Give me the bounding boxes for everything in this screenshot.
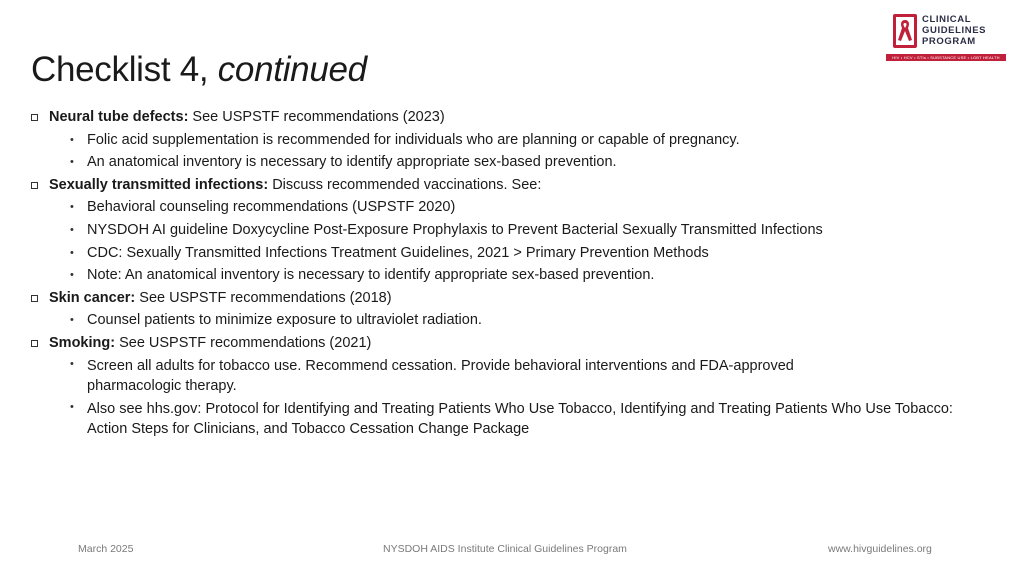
checklist-item-heading: Smoking: — [49, 334, 116, 351]
checklist-content — [30, 106, 990, 441]
bullet-icon: • — [70, 156, 74, 169]
bullet-icon: • — [70, 133, 74, 146]
slide-title — [31, 50, 367, 90]
checkbox-icon — [31, 182, 38, 189]
bullet-icon: • — [70, 269, 74, 282]
bullet-icon: • — [70, 246, 74, 259]
checklist-item-heading: Neural tube defects: — [49, 109, 189, 125]
bullet-item-text: An anatomical inventory is necessary to identify appropriate sex-based prevention. — [87, 154, 617, 171]
logo-line-1: CLINICAL — [922, 14, 972, 25]
logo-tagline-bar: HIV • HCV • STIs • SUBSTANCE USE • LGBT HEALTH — [886, 54, 1006, 61]
bullet-item — [30, 355, 857, 398]
checkbox-icon — [31, 114, 38, 121]
bullet-icon: • — [70, 357, 74, 370]
bullet-icon: • — [70, 314, 74, 327]
title-italic: continued — [217, 50, 367, 89]
checklist-item-text: See USPSTF recommendations (2021) — [115, 334, 372, 351]
bullet-item-text: CDC: Sexually Transmitted Infections Treatment Guidelines, 2021 > Primary Prevention Methods — [87, 244, 709, 261]
checklist-item — [30, 332, 990, 355]
footer-website: www.hivguidelines.org — [828, 543, 932, 555]
checkbox-icon — [31, 340, 38, 347]
bullet-item-text: Counsel patients to minimize exposure to ultraviolet radiation. — [87, 312, 482, 329]
bullet-icon: • — [70, 223, 74, 236]
checklist-item-text: See USPSTF recommendations (2018) — [135, 289, 392, 306]
bullet-item-text: Behavioral counseling recommendations (USPSTF 2020) — [87, 199, 456, 216]
checklist-item — [30, 106, 990, 129]
bullet-icon: • — [70, 201, 74, 214]
bullet-item — [30, 129, 990, 152]
checkbox-icon — [31, 295, 38, 302]
checklist-item — [30, 287, 990, 310]
bullet-item — [30, 219, 990, 242]
bullet-item-text: Note: An anatomical inventory is necessary to identify appropriate sex-based prevention. — [87, 267, 655, 284]
logo-line-3: PROGRAM — [922, 36, 976, 47]
clinical-guidelines-program-logo — [884, 12, 1008, 64]
title-main: Checklist 4, — [31, 50, 209, 89]
bullet-item — [30, 242, 990, 265]
bullet-item-text: Folic acid supplementation is recommended for individuals who are planning or capable of pregnancy. — [87, 131, 740, 148]
bullet-icon: • — [70, 400, 74, 413]
checklist-item-text: Discuss recommended vaccinations. See: — [268, 176, 542, 193]
bullet-item — [30, 309, 990, 332]
checklist-item-heading: Skin cancer: — [49, 289, 136, 306]
logo-line-2: GUIDELINES — [922, 25, 987, 36]
bullet-item — [30, 264, 990, 287]
bullet-item — [30, 196, 990, 219]
bullet-item-text: Also see hhs.gov: Protocol for Identifying and Treating Patients Who Use Tobacco, Identifying and Treating Patients Who Use Tobacco: Action Steps for Clinicians, and Tobacco Cessation Change Package — [87, 400, 953, 437]
bullet-item — [30, 398, 987, 441]
checklist-item — [30, 174, 990, 197]
checklist-item-heading: Sexually transmitted infections: — [49, 176, 269, 193]
checklist-item-text: See USPSTF recommendations (2023) — [188, 109, 445, 125]
awareness-ribbon-icon — [896, 18, 914, 44]
bullet-item-text: NYSDOH AI guideline Doxycycline Post-Exposure Prophylaxis to Prevent Bacterial Sexually Transmitted Infections — [87, 221, 823, 238]
logo-wordmark — [922, 14, 986, 47]
bullet-item — [30, 151, 990, 174]
bullet-item-text: Screen all adults for tobacco use. Recommend cessation. Provide behavioral interventions and FDA-approved pharmacologic therapy. — [87, 357, 794, 394]
footer-program-name: NYSDOH AIDS Institute Clinical Guidelines Program — [383, 543, 627, 555]
footer-date: March 2025 — [78, 543, 134, 555]
